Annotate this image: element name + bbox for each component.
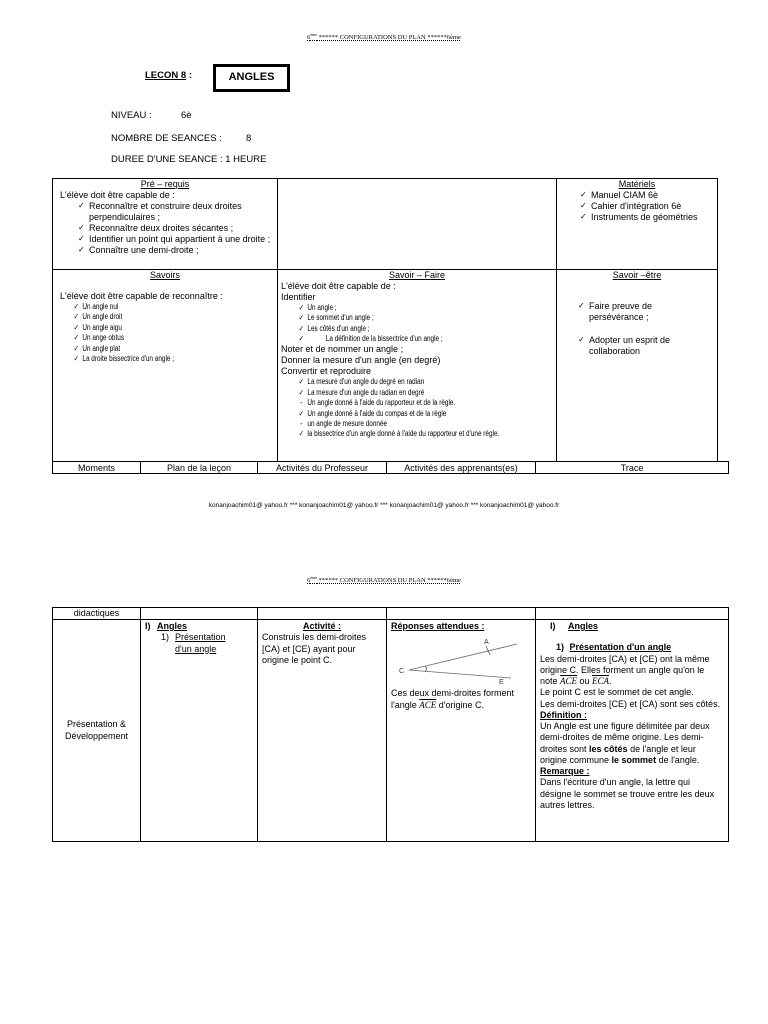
moment-cell: Présentation & Développement [52,619,141,842]
page-footer: konanjoachim01@ yahoo.fr *** konanjoachim01@ yahoo.fr *** konanjoachim01@ yahoo.fr *** konanjoachim01@ yahoo.fr [208,502,560,509]
materiels-cell [556,178,718,270]
savoir-etre-cell [556,269,718,462]
list-item: ✓ Adopter un esprit de collaboration [576,335,680,357]
point-a-label: A [484,639,489,647]
trace-cell: I) Angles 1) Présentation d'un angle Les demi-droites [CA) et [CE) ont la même origine C. Elles forment un angle qu'on le note $\overline{ACE}$ ou $\overline{ECA}$. Le point C est le sommet de cet angle. Les demi-droites [CE) et [CA) sont ses côtés. Définition : Un Angle est une figure délimitée par deux demi-droites de même origine. Les demi-droites sont les côtés de l'angle et leur origine commune le sommet de l'angle. Remarque : Dans l'écriture d'un angle, la lettre qui désigne le sommet se trouve entre les deux autres lettres. [535,619,729,842]
list-item: ✓ Reconnaître et construire deux droites perpendiculaires ; [76,201,274,223]
angle-notation: $\overline{ACE}$ [560,676,578,686]
list-item: ✓ Un angle droit [72,312,274,322]
col-header-apprenants: Activités des apprenants(es) [386,461,536,474]
list-item: ✓ Un angle nul [72,302,274,312]
reponses-title: Réponses attendues : [391,621,485,631]
seances-line: NOMBRE DE SEANCES : 8 [111,133,252,144]
col-header-trace: Trace [535,461,729,474]
angle-notation: $\overline{ECA}$ [592,676,610,686]
list-item: ✓ Un angle donné à l'aide du compas et de la règle [297,409,553,419]
list-item: ✓ Connaître une demi-droite ; [76,245,274,256]
definition-title: Définition : [540,709,587,720]
remarque-title: Remarque : [540,766,590,776]
list-item: ✓ Un angle ; [297,303,538,313]
prerequis-cell: Pré – requis L'élève doit être capable de : ✓ Reconnaître et construire deux droites perpendiculaires ; ✓ Reconnaître deux droites sécantes ; ✓ Identifier un point qui appartient à une droite ; ✓ Connaître une demi-droite ; [52,178,278,270]
list-item: ✓ Faire preuve de persévérance ; [576,301,680,323]
col-header-professeur: Activités du Professeur [257,461,387,474]
list-item: ✓ Un ange obtus [72,333,274,343]
list-item: ✓ Le sommet d'un angle ; [297,313,538,323]
list-item: ✓ la bissectrice d'un angle donné à l'aide du rapporteur et d'une règle. [297,429,553,439]
page-header: 6ème ****** CONFIGURATIONS DU PLAN ******6ème [307,575,461,585]
savoir-etre-title: Savoir –être [612,270,662,280]
savoir-faire-title: Savoir – Faire [388,270,446,280]
list-item: ✓ Identifier un point qui appartient à une droite ; [76,234,274,245]
col-header-moments: Moments [52,461,141,474]
list-item: ✓ Cahier d'intégration 6è [578,201,714,212]
page-header: 6ème ****** CONFIGURATIONS DU PLAN ******6ème [307,32,461,42]
list-item: ✓ Un angle plat [72,344,274,354]
angle-notation: $\overline{ACE}$ [419,699,437,710]
list-item: ✓ Un angle aigu [72,323,274,333]
list-item: - Un angle donné à l'aide du rapporteur et de la règle. [297,398,553,408]
savoirs-cell: Savoirs L'élève doit être capable de reconnaître : ✓ Un angle nul ✓ Un angle droit ✓ Un angle aigu ✓ Un ange obtus ✓ Un angle plat ✓ La droite bissectrice d'un angle ; [52,269,278,462]
list-item: ✓ La mesure d'un angle du radian en degré [297,388,553,398]
list-item: ✓ Instruments de géométries [578,212,714,223]
lesson-label: LECON 8 : [145,70,192,81]
list-item: - un angle de mesure donnée [297,419,553,429]
list-item: ✓ Manuel CIAM 6è [578,190,714,201]
angle-figure [391,634,531,684]
plan-cell: I) Angles 1) Présentation d'un angle [140,619,258,842]
point-e-label: E [499,679,504,685]
list-item: ✓ Reconnaître deux droites sécantes ; [76,223,274,234]
col-header-plan: Plan de la leçon [140,461,258,474]
lesson-title: ANGLES [228,71,275,84]
list-item: ✓ La définition de la bissectrice d'un angle ; [297,334,538,344]
lesson-title-box [213,64,290,92]
list-item: ✓ La droite bissectrice d'un angle ; [72,354,274,364]
savoir-faire-cell: Savoir – Faire L'élève doit être capable de : Identifier ✓ Un angle ; ✓ Le sommet d'un angle ; ✓ Les côtés d'un angle ; ✓ La définition de la bissectrice d'un angle ; Noter et de nommer un angle ; Donner la mesure d'un angle (en degré) Convertir et reproduire ✓ La mesure d'un angle du degré en radian ✓ La mesure d'un angle du radian en degré - Un angle donné à l'aide du rapporteur et de la règle. ✓ Un angle donné à l'aide du compas et de la règle - un angle de mesure donnée ✓ la bissectrice d'un angle donné à l'aide du rapporteur et d'une règle. [277,269,557,462]
point-c-label: C [399,668,405,676]
activite-title: Activité : [302,621,341,631]
reponses-cell: Réponses attendues : C A E Ces deux demi-droites forment l'angle $\overline{ACE}$ d'origine C. [386,619,536,842]
prerequis-title: Pré – requis [140,179,190,189]
empty-cell [277,178,557,270]
savoirs-title: Savoirs [149,270,180,280]
activite-cell: Activité : Construis les demi-droites [CA) et [CE) ayant pour origine le point C. [257,619,387,842]
didactiques-cell: didactiques [52,607,141,620]
list-item: ✓ La mesure d'un angle du degré en radian [297,377,553,387]
materiels-title: Matériels [618,179,656,189]
niveau-line: NIVEAU : 6è [111,110,192,121]
duree-line: DUREE D'UNE SEANCE : 1 HEURE [111,154,267,165]
list-item: ✓ Les côtés d'un angle ; [297,324,538,334]
